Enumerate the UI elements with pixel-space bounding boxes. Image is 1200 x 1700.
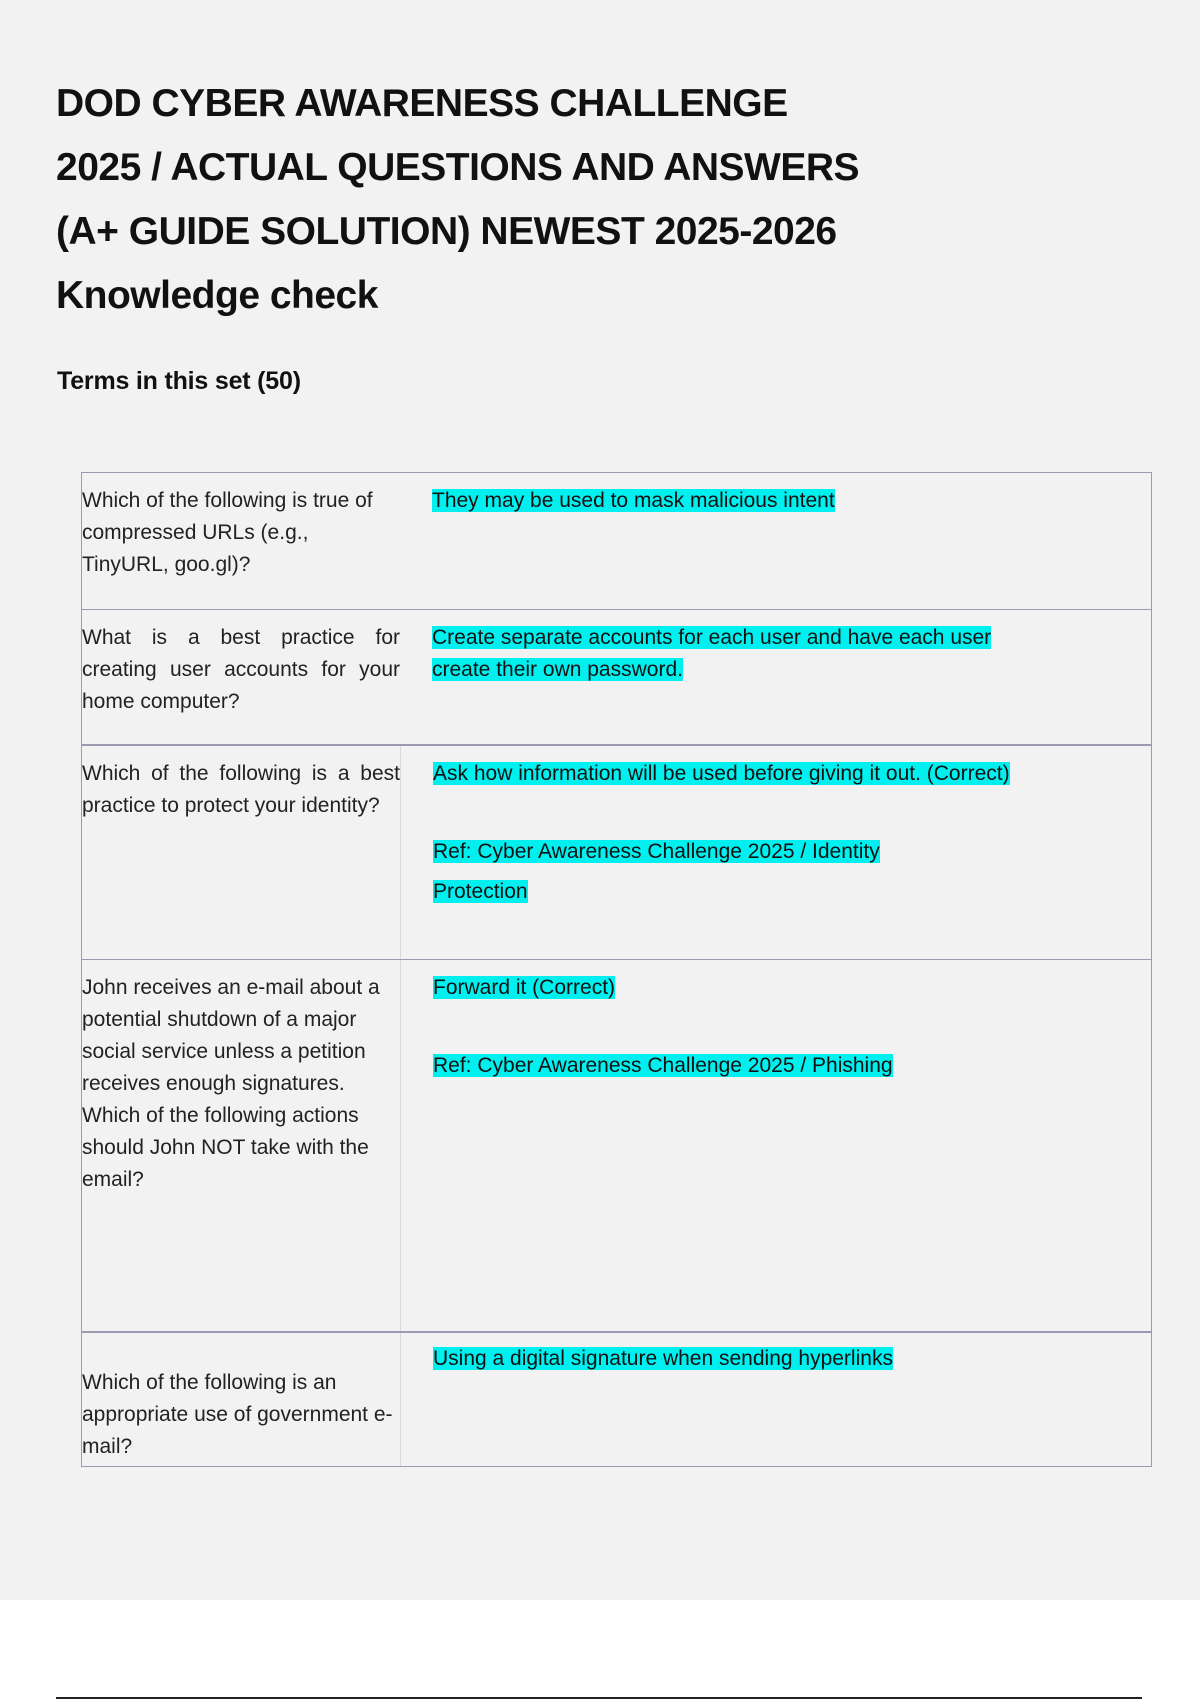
question-cell: Which of the following is a best practice to protect your identity? [82,762,400,817]
title-line: DOD CYBER AWARENESS CHALLENGE [56,82,788,125]
answer-text: create their own password. [432,658,683,681]
question-cell: Which of the following is true of compressed URLs (e.g., TinyURL, goo.gl)? [82,489,373,576]
answer-cell [400,960,1151,1331]
question-cell: Which of the following is an appropriate use of government e-mail? [82,1371,393,1458]
title-line: Knowledge check [56,274,378,317]
table-row [82,744,1151,959]
question-cell: John receives an e-mail about a potential shutdown of a major social service unless a petition receives enough signatures. Which of the following actions should John NOT take with the email? [82,976,380,1191]
answer-text: Ask how information will be used before giving it out. (Correct) [433,762,1010,785]
terms-heading: Terms in this set (50) [57,367,301,395]
table-row [82,959,1151,1331]
title-line: (A+ GUIDE SOLUTION) NEWEST 2025-2026 [56,210,837,253]
answer-text: Using a digital signature when sending hyperlinks [433,1347,893,1370]
table-row [82,609,1151,744]
answer-cell [400,746,1151,959]
reference-text: Protection [433,880,528,903]
document-title [56,72,1056,328]
reference-text: Ref: Cyber Awareness Challenge 2025 / Phishing [433,1054,893,1077]
footer-divider [56,1697,1142,1699]
answer-cell [400,473,1151,609]
answer-cell [400,610,1151,744]
title-line: 2025 / ACTUAL QUESTIONS AND ANSWERS [56,146,860,189]
table-row [82,1331,1151,1466]
answer-text: Create separate accounts for each user and have each user [432,626,992,649]
qa-table [81,472,1152,1467]
table-row [82,473,1151,609]
answer-text: Forward it (Correct) [433,976,616,999]
answer-cell [400,1333,1151,1466]
reference-text: Ref: Cyber Awareness Challenge 2025 / Identity [433,840,880,863]
question-cell: What is a best practice for creating user accounts for your home computer? [82,626,400,713]
answer-text: They may be used to mask malicious intent [432,489,835,512]
